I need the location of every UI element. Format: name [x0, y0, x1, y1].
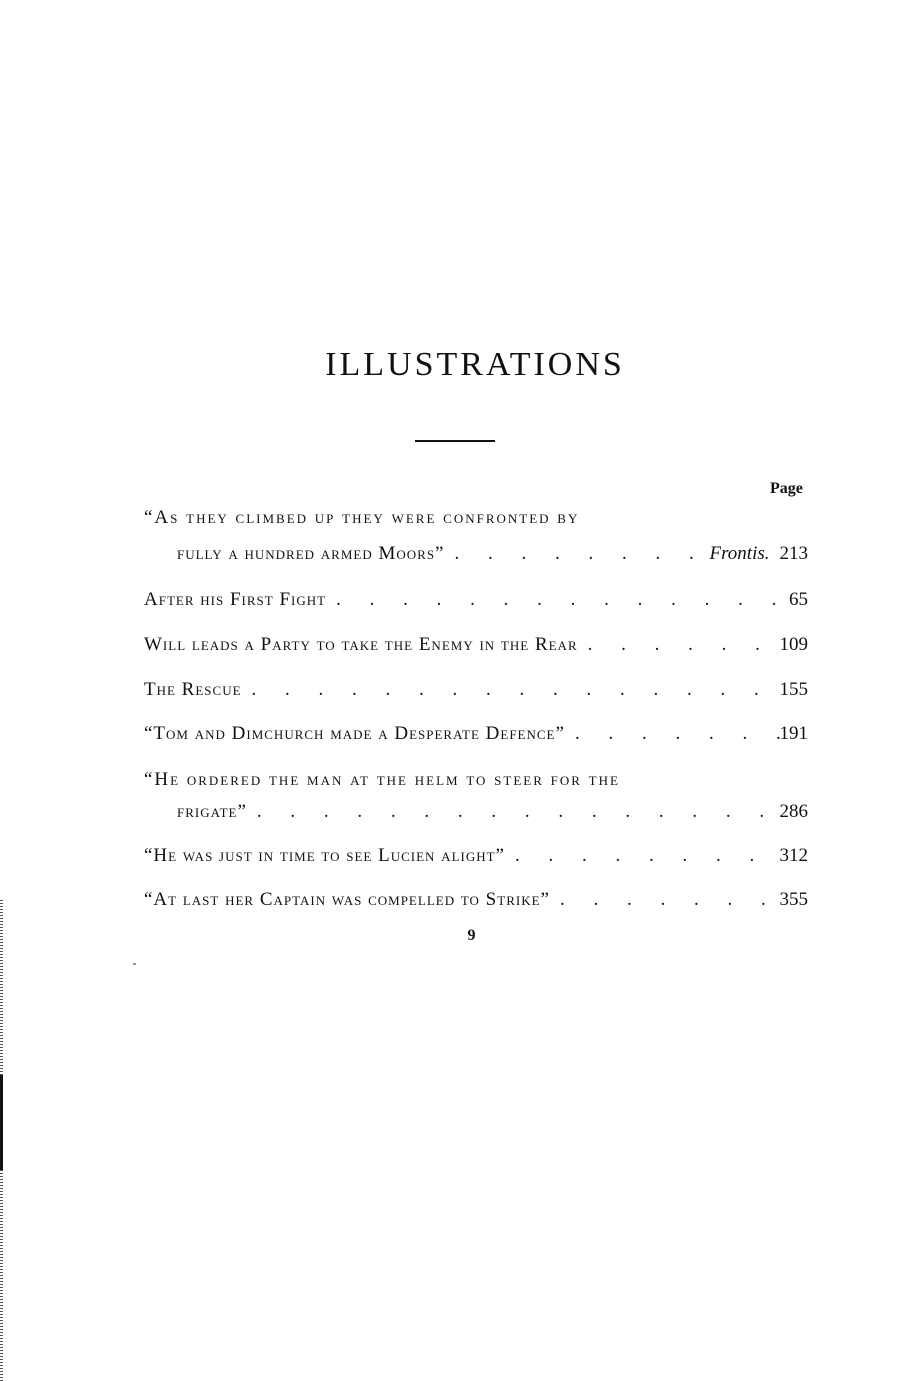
entry-text: “Tom and Dimchurch made a Desperate Defence” [144, 723, 565, 744]
entry-line [144, 677, 808, 703]
entry-text: After his First Fight [144, 589, 327, 610]
entry-line [144, 632, 808, 658]
entry-text: “He ordered the man at the helm to steer for the [144, 769, 620, 790]
page-number: 286 [779, 801, 808, 822]
entry-text: fully a hundred armed Moors” [177, 543, 445, 564]
page-number: 65 [789, 589, 808, 610]
illustration-entry [144, 587, 808, 613]
entry-line [144, 799, 808, 825]
page-number: 312 [779, 845, 808, 866]
scan-edge-shadow [0, 1075, 3, 1170]
illustration-entry [144, 721, 808, 747]
entry-text: “At last her Captain was compelled to Strike” [144, 889, 550, 910]
scan-speck [133, 963, 136, 965]
page-title: ILLUSTRATIONS [325, 346, 625, 383]
page-number: 355 [779, 889, 808, 910]
entry-line [144, 505, 808, 531]
entry-line [144, 887, 808, 913]
entry-line [144, 721, 808, 747]
page-number: 191 [779, 723, 808, 744]
dot-leader [242, 677, 780, 703]
entry-line [144, 587, 808, 613]
entry-text: Will leads a Party to take the Enemy in the Rear [144, 634, 578, 655]
dot-leader [505, 843, 780, 869]
entry-text: “As they climbed up they were confronted by [144, 507, 580, 528]
dot-leader [550, 887, 780, 913]
entry-line [144, 541, 808, 567]
dot-leader [247, 799, 780, 825]
entry-text: The Rescue [144, 679, 242, 700]
illustration-entry [144, 887, 808, 913]
dot-leader [444, 541, 709, 567]
page-number: 155 [779, 679, 808, 700]
page-number: 109 [779, 634, 808, 655]
illustration-entry [144, 505, 808, 567]
entry-text: frigate” [177, 801, 247, 822]
illustration-entry [144, 843, 808, 869]
dot-leader [578, 632, 780, 658]
illustration-entry [144, 767, 808, 825]
illustration-entry [144, 632, 808, 658]
page-column-heading: Page [770, 480, 803, 497]
dot-leader [326, 587, 789, 613]
entry-line [144, 843, 808, 869]
entry-line [144, 767, 808, 793]
page-number: 213 [779, 543, 808, 564]
frontispiece-note: Frontis. [709, 543, 770, 564]
entry-text: “He was just in time to see Lucien alight” [144, 845, 505, 866]
title-rule [415, 440, 495, 442]
illustration-entry [144, 677, 808, 703]
folio-page-number: 9 [467, 927, 476, 944]
dot-leader [565, 721, 780, 747]
